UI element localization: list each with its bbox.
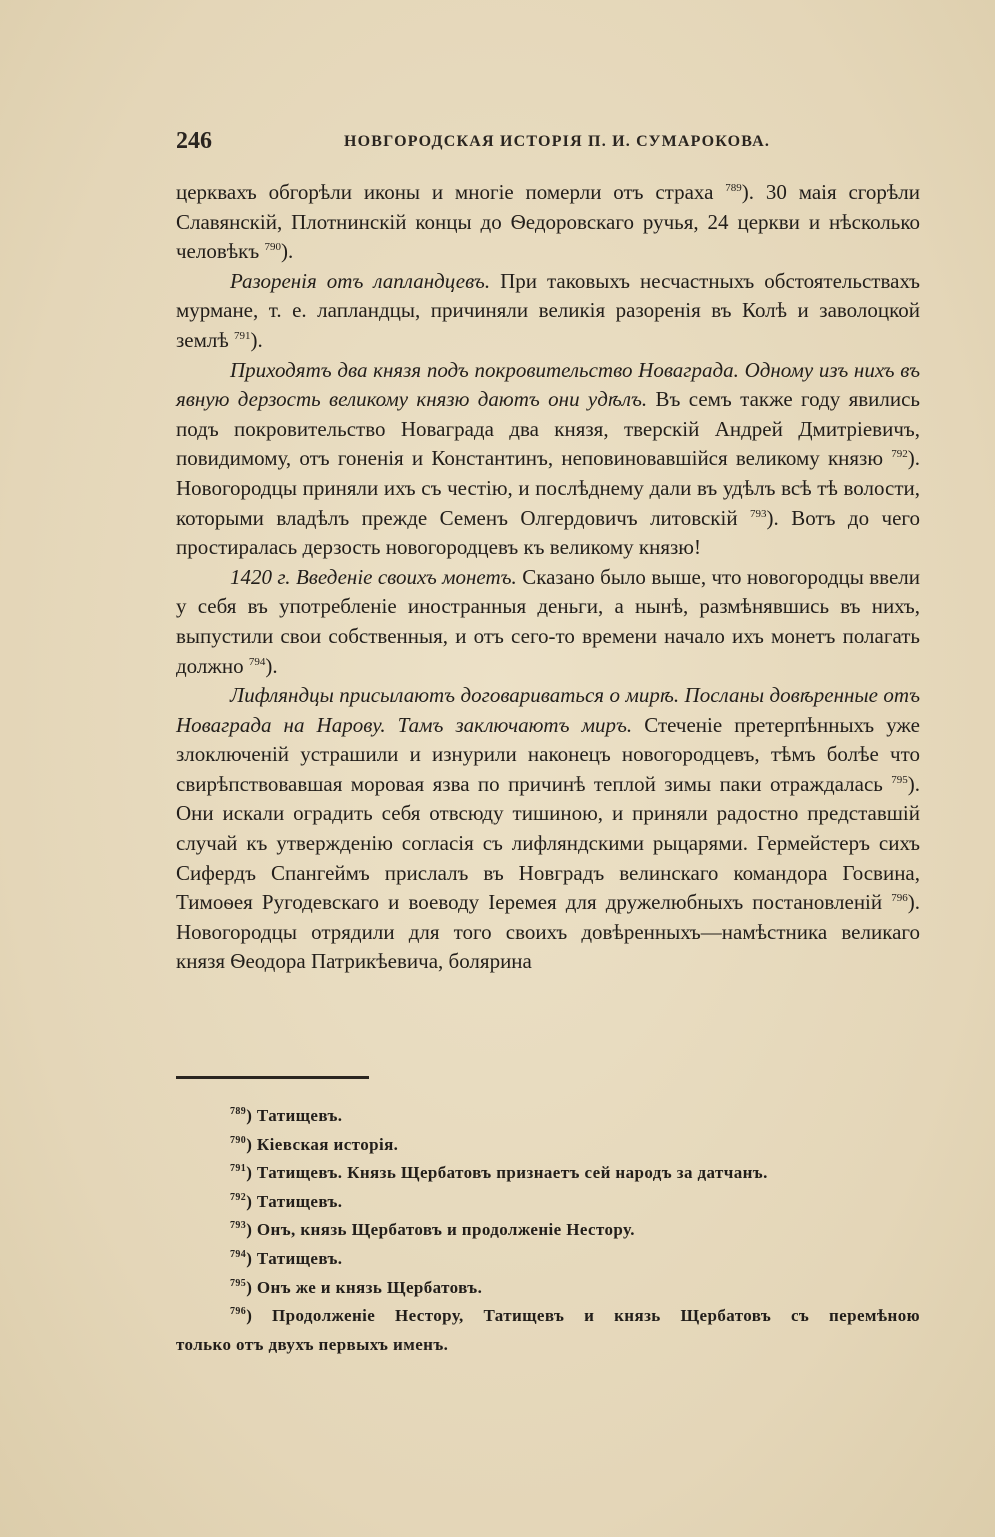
footnote-ref: 791	[234, 329, 251, 342]
paragraph-2	[176, 267, 920, 356]
footnote-text: ) Онъ же и князь Щербатовъ.	[246, 1277, 483, 1297]
footnote-text: ) Татищевъ.	[246, 1248, 343, 1268]
footnote-796	[176, 1302, 920, 1331]
footnote-795	[176, 1274, 920, 1303]
footnote-number: 790	[230, 1134, 247, 1146]
footnote-text: ) Татищевъ.	[246, 1191, 343, 1211]
footnote-ref: 790	[264, 241, 281, 254]
footnote-793	[176, 1216, 920, 1245]
paragraph-1	[176, 178, 920, 267]
footnote-text: ) Татищевъ.	[246, 1106, 343, 1125]
paragraph-text: церквахъ обгорѣли иконы и многіе померли отъ страха	[176, 180, 726, 204]
footnote-789	[176, 1102, 920, 1131]
footnote-number: 791	[230, 1163, 247, 1175]
footnote-number: 794	[230, 1248, 247, 1260]
section-title: Лифляндцы присылаютъ договариваться о мирѣ. Посланы довѣренные отъ Новаграда на Нарову. Тамъ заключаютъ миръ.	[176, 683, 920, 737]
footnote-number: 793	[230, 1220, 247, 1232]
paragraph-text: ).	[265, 653, 278, 678]
paragraph-text: Сказано было выше, что новогородцы ввели у себя въ употребленіе иностранныя деньги, а нынѣ, размѣнявшись въ нихъ, выпустили свои собственныя, и отъ сего-то времени начало ихъ монетъ полагать должно	[176, 564, 921, 678]
footnote-791	[176, 1159, 920, 1188]
paragraph-text: Въ семъ также году явились подъ покровительство Новаграда два князя, тверскій Андрей Дмитріевичъ, повидимому, отъ гоненія и Константинъ, неповиновавшійся великому князю	[176, 387, 920, 471]
footnote-text: ) Онъ, князь Щербатовъ и продолженіе Нестору.	[246, 1220, 635, 1240]
paragraph-text: ).	[250, 327, 263, 352]
footnote-text: ) Татищевъ. Князь Щербатовъ признаетъ сей народъ за датчанъ.	[246, 1163, 768, 1183]
footnote-ref: 789	[725, 182, 742, 194]
footnote-ref: 795	[891, 773, 908, 786]
footnote-number: 796	[230, 1306, 247, 1318]
paragraph-text: ). Вотъ до чего простиралась дерзость новогородцевъ къ великому князю!	[176, 505, 920, 560]
paragraph-text: При таковыхъ несчастныхъ обстоятельствахъ мурмане, т. е. лапландцы, причиняли великія разоренія въ Колѣ и заволоцкой землѣ	[176, 268, 921, 352]
footnote-ref: 796	[891, 892, 908, 905]
main-text	[176, 178, 920, 977]
running-title: НОВГОРОДСКАЯ ИСТОРІЯ П. И. СУМАРОКОВА.	[344, 133, 771, 150]
paragraph-3	[176, 356, 920, 563]
paragraph-text: Стеченіе претерпѣнныхъ уже злоключеній устрашили и изнурили наконецъ новогородцевъ, тѣмъ болѣе что свирѣпствовавшая моровая язва по причинѣ теплой зимы паки отраждалась	[176, 712, 920, 796]
page-number: 246	[176, 128, 212, 154]
footnote-number: 792	[230, 1191, 247, 1203]
paragraph-text: ). Они искали оградить себя отвсюду тишиною, и приняли радостно представшій случай къ утвержденію согласія съ лифляндскими рыцарями. Гермейстеръ сихъ Сифердъ Спангеймъ прислалъ въ Новградъ велинскаго командора Госвина, Тимоѳея Ругодевскаго и воеводу Іеремея для дружелюбныхъ постановленій	[176, 771, 920, 915]
footnote-text: ) Кіевская исторія.	[246, 1134, 399, 1154]
footnote-794	[176, 1245, 920, 1274]
footnote-790	[176, 1131, 920, 1160]
section-title: Разоренія отъ лапландцевъ.	[230, 268, 491, 293]
footnote-792	[176, 1188, 920, 1217]
paragraph-5	[176, 681, 920, 977]
section-title: Приходятъ два князя подъ покровительство Новаграда. Одному изъ нихъ въ явную дерзость великому князю даютъ они удѣлъ.	[176, 357, 920, 412]
footnote-number: 789	[230, 1106, 247, 1117]
footnote-ref: 793	[750, 507, 767, 520]
paragraph-text: ).	[281, 239, 294, 264]
footnote-ref: 792	[891, 448, 908, 461]
page-header	[176, 128, 920, 162]
footnote-796-continuation: только отъ двухъ первыхъ именъ.	[176, 1334, 449, 1354]
paragraph-text: ). Новогородцы приняли ихъ съ честію, и послѣднему дали въ удѣлъ всѣ тѣ волости, которыми владѣлъ прежде Семенъ Олгердовичъ литовскій	[176, 446, 920, 530]
footnotes	[176, 1102, 920, 1359]
footnote-text: ) Продолженіе Нестору, Татищевъ и князь Щербатовъ съ перемѣною	[246, 1306, 920, 1326]
paragraph-4	[176, 563, 920, 681]
paragraph-text: ). Новогородцы отрядили для того своихъ довѣренныхъ—намѣстника великаго князя Ѳеодора Патрикѣевича, болярина	[176, 890, 920, 974]
section-title: 1420 г. Введеніе своихъ монетъ.	[230, 564, 517, 589]
paragraph-text: ). 30 маія сгорѣли Славянскій, Плотнинскій концы до Ѳедоровскаго ручья, 24 церкви и нѣсколько человѣкъ	[176, 180, 921, 264]
footnote-ref: 794	[248, 655, 266, 668]
footnote-divider	[176, 1076, 369, 1079]
footnote-number: 795	[230, 1277, 247, 1289]
